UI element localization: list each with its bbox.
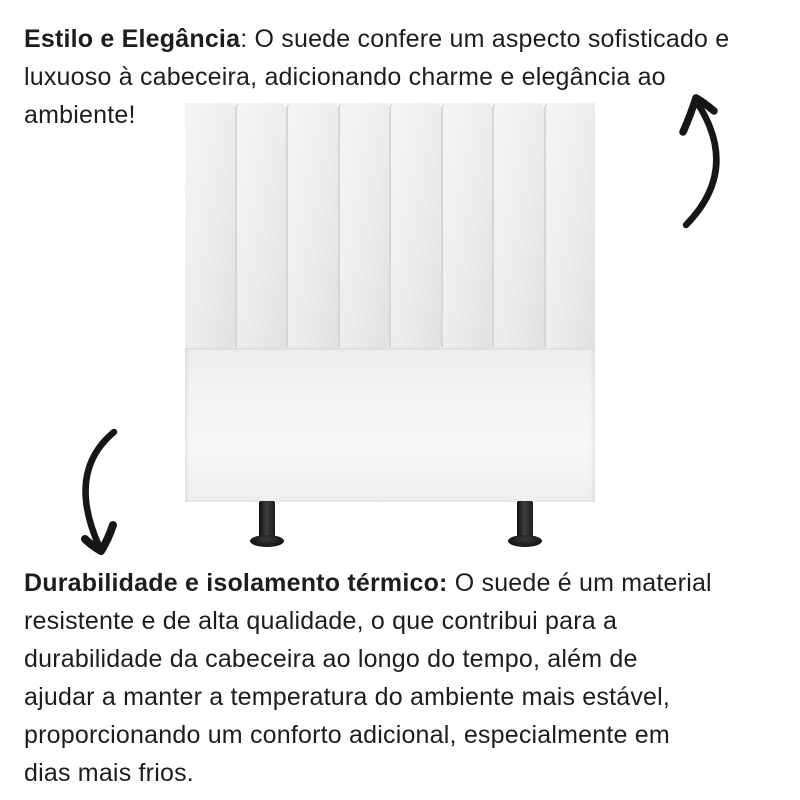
text-segment: ajudar a manter a temperatura do ambiente mais estável, [24, 683, 671, 711]
headboard-base [185, 348, 595, 502]
text-line [24, 716, 712, 754]
text-line [24, 602, 712, 640]
text-segment: O suede é um material [447, 569, 712, 597]
headboard-panel [286, 103, 338, 348]
headboard-panel [338, 103, 390, 348]
durability-text [24, 564, 712, 792]
headboard-right-foot [508, 501, 542, 548]
text-segment-bold: Estilo e Elegância [24, 25, 241, 53]
text-segment: dias mais frios. [24, 759, 194, 787]
text-line [24, 678, 712, 716]
text-segment-bold: Durabilidade e isolamento térmico: [24, 569, 448, 597]
headboard-panel [492, 103, 544, 348]
text-line [24, 20, 729, 58]
headboard-left-foot [250, 501, 284, 548]
text-line [24, 564, 712, 602]
headboard-panel [235, 103, 287, 348]
foot-stem [517, 501, 533, 538]
headboard-panel [185, 103, 235, 348]
foot-cap [508, 535, 542, 547]
foot-cap [250, 535, 284, 547]
text-segment: : O suede confere um aspecto sofisticado e [240, 25, 730, 53]
headboard-product-image [185, 103, 595, 549]
text-segment: ambiente! [24, 101, 136, 129]
text-segment: proporcionando um conforto adicional, especialmente em [24, 721, 670, 749]
text-line [24, 640, 712, 678]
text-segment: luxuoso à cabeceira, adicionando charme e elegância ao [24, 63, 666, 91]
text-line [24, 754, 712, 792]
headboard-panels [185, 103, 595, 348]
text-line [24, 58, 729, 96]
headboard-panel [544, 103, 596, 348]
curved-down-arrow-icon [85, 432, 114, 551]
text-segment: resistente e de alta qualidade, o que contribui para a [24, 607, 618, 635]
headboard-panel [441, 103, 493, 348]
foot-stem [259, 501, 275, 538]
text-segment: durabilidade da cabeceira ao longo do tempo, além de [24, 645, 638, 673]
headboard-panel [389, 103, 441, 348]
